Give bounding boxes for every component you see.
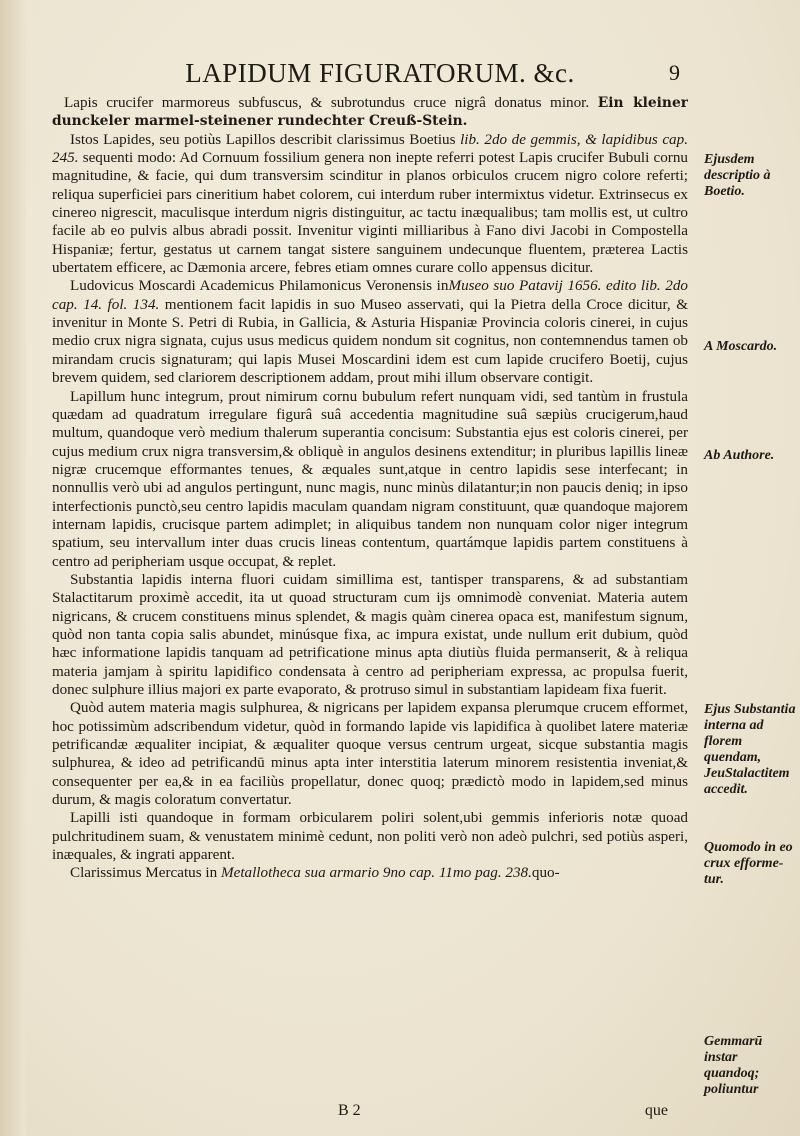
marginal-note-boetius: Ejusdem descriptio à Boetio. (704, 152, 771, 199)
page-header (120, 58, 680, 88)
marginal-note-gemmae: Gemmarū instar quandoq; poliuntur (704, 1034, 763, 1097)
paragraph-text: quo- (531, 864, 560, 882)
paragraph-text: sequenti modo: Ad Cornuum fossilium genera non inepte referri potest Lapis crucifer Bubuli cornu magnitudine, & facie, qui dum transversim scinditur in planos orbiculos crucem nigro colore referti; reliqua superficiei pars cineritium habet colorem, cui interdum ruber intermixtus videtur. Extrinsecus ex cinereo nigrescit, maculisque interdum nigris distinguitur, ac tactu inæqualibus; tam mollis est, ut cultro facile ab eo pulvis albus abradi possit. Invenitur viginti milliaribus à Fano divi Jacobi in Compostella Hispaniæ; fertur, gestatus ut carnem tangat sistere sanguinem undecunque fluentem, præterea Lactis ubertatem efficere, ac Dæmonia arcere, febres etiam omnes curare collo appensus dicitur. (52, 149, 688, 277)
running-head: LAPIDUM FIGURATORUM. &c. (185, 58, 575, 88)
marginal-note-moscardo: A Moscardo. (704, 339, 778, 354)
citation-text: Metallotheca sua armario 9no cap. 11mo pag. 238. (220, 864, 532, 882)
marginal-note-authore: Ab Authore. (704, 448, 775, 463)
marginal-note-substantia: Ejus Substantia interna ad florem quendam, JeuStalactitem accedit. (704, 702, 796, 797)
paragraph (52, 388, 688, 571)
paragraph (52, 277, 688, 387)
citation-text: Museo suo Patavij 1656. edito lib. 2do cap. 14. fol. 134. (52, 277, 688, 313)
paragraph-text: Clarissimus Mercatus in (70, 864, 221, 882)
signature-mark: B 2 (338, 1102, 361, 1119)
paragraph-text: Lapilli isti quandoque in formam orbicularem poliri solent,ubi gemmis inferioris notæ quoad pulchritudinem suam, & venustatem minimè cedunt, non politi verò non adeò pulchri, sed potiùs asperi, inæquales, & ingrati apparent. (52, 809, 688, 864)
paragraph (52, 809, 688, 864)
page-footer (52, 1102, 688, 1126)
paragraph (52, 94, 688, 131)
paragraph-text: Istos Lapides, seu potiùs Lapillos describit clarissimus Boetius (70, 130, 461, 148)
paragraph-text: mentionem facit lapidis in suo Museo asservati, qui la Pietra della Croce dicitur, & invenitur in Monte S. Petri di Rubia, in Gallicia, & Asturia Hispaniæ Provincia coloris cinerei, in cujus medio crux nigra signata, cujus usus medicus quidem nondum sit cognitus, non contemnendus tamen ob mirandam crucis signaturam; qui lapis Musei Moscardini idem est cum lapide crucifero Boetij, cujus brevem quidem, sed clariorem descriptionem addam, prout mihi illum observare contigit. (52, 295, 688, 387)
german-translation: Ein kleiner dunckeler marmel-steinener rundechter Creuß-Stein. (52, 95, 688, 130)
binding-shadow (0, 0, 26, 1136)
paragraph (52, 699, 688, 809)
paragraph (52, 131, 688, 278)
body-text (52, 94, 688, 1099)
marginal-note-crux: Quomodo in eo crux efforme- tur. (704, 840, 793, 887)
paragraph-text: Lapis crucifer marmoreus subfuscus, & subrotundus cruce nigrâ donatus minor. (64, 94, 598, 111)
paragraph-text: Ludovicus Moscardi Academicus Philamonicus Veronensis in (70, 277, 449, 295)
page-number: 9 (669, 60, 680, 85)
paragraph-text: Substantia lapidis interna fluori cuidam simillima est, tantisper transparens, & ad substantiam Stalactitarum proximè accedit, ita ut quoad structuram cum ijs omnimodè conveniat. Materia autem nigricans, & crucem constituens minus splendet, & magis quàm cinerea opaca est, manifestum signum, quòd non tanta copia salis abundet, minúsque fixa, ac impura existat, unde nullum erit dubium, quòd hæc informatione lapidis tanquam ad petrificatione minus apta diutiùs fluida permanserit, & à reliqua materia jamjam à spiritu lapidifico condensata à centro ad peripheriam expressa, ac propulsa fuerit, donec sulphure illius majori ex parte evaporato, & protruso simul in substantiam lapideam fixa fuerit. (52, 570, 688, 698)
citation-text: lib. 2do de gemmis, & lapidibus cap. 245. (52, 130, 688, 167)
paragraph (52, 571, 688, 699)
catchword: que (644, 1102, 668, 1119)
paragraph-text: Quòd autem materia magis sulphurea, & nigricans per lapidem expansa plerumque crucem efformet, hoc potissimùm adscribendum videtur, quòd in formando lapide vis lapidifica à quolibet latere materiæ petrificandæ æqualiter incipiat, & æqualiter quoque versus centrum urgeat, sicque substantia magis sulphurea, & ideo ad petrificandū minus apta inter interstitia laterum minorem resistentia inveniat,& consequenter per ea,& in ea faciliùs propellatur, donec quoq; prædictò modo in lapidem,sed minus durum, & magis coloratum convertatur. (52, 699, 688, 809)
paragraph-text: Lapillum hunc integrum, prout nimirum cornu bubulum refert nunquam vidi, sed tantùm in frustula quædam ad quadratum irregulare figurâ suâ accedentia magnitudine suâ sæpiùs crucigerum,haud multum, quandoque verò medium thalerum superantia concisum: Substantia ejus est coloris cinerei, per cujus medium crux nigra transversim,& obliquè in angulos desinens extenditur; in pluribus lapillis lineæ nigræ crucemque efformantes tenues, & æquales sunt,atque in centro lapidis sese interfecant; in nonnullis verò ubi ad angulos pertingunt, nunc magis, nunc minùs dilatantur;in non paucis deniq; in ipso interfectionis punctò,seu centro lapidis maculam quandam nigram constituunt, quæ quandoque majorem internam lapidis, crucisque partem adimplet; in aliquibus tandem non nunquam color niger integrum spatium, seu intervallum inter duas crucis lineas contentum, quartámque lapidis partem constituens à centro ad peripheriam usque occupat, & replet. (52, 387, 688, 570)
paragraph (52, 864, 688, 882)
